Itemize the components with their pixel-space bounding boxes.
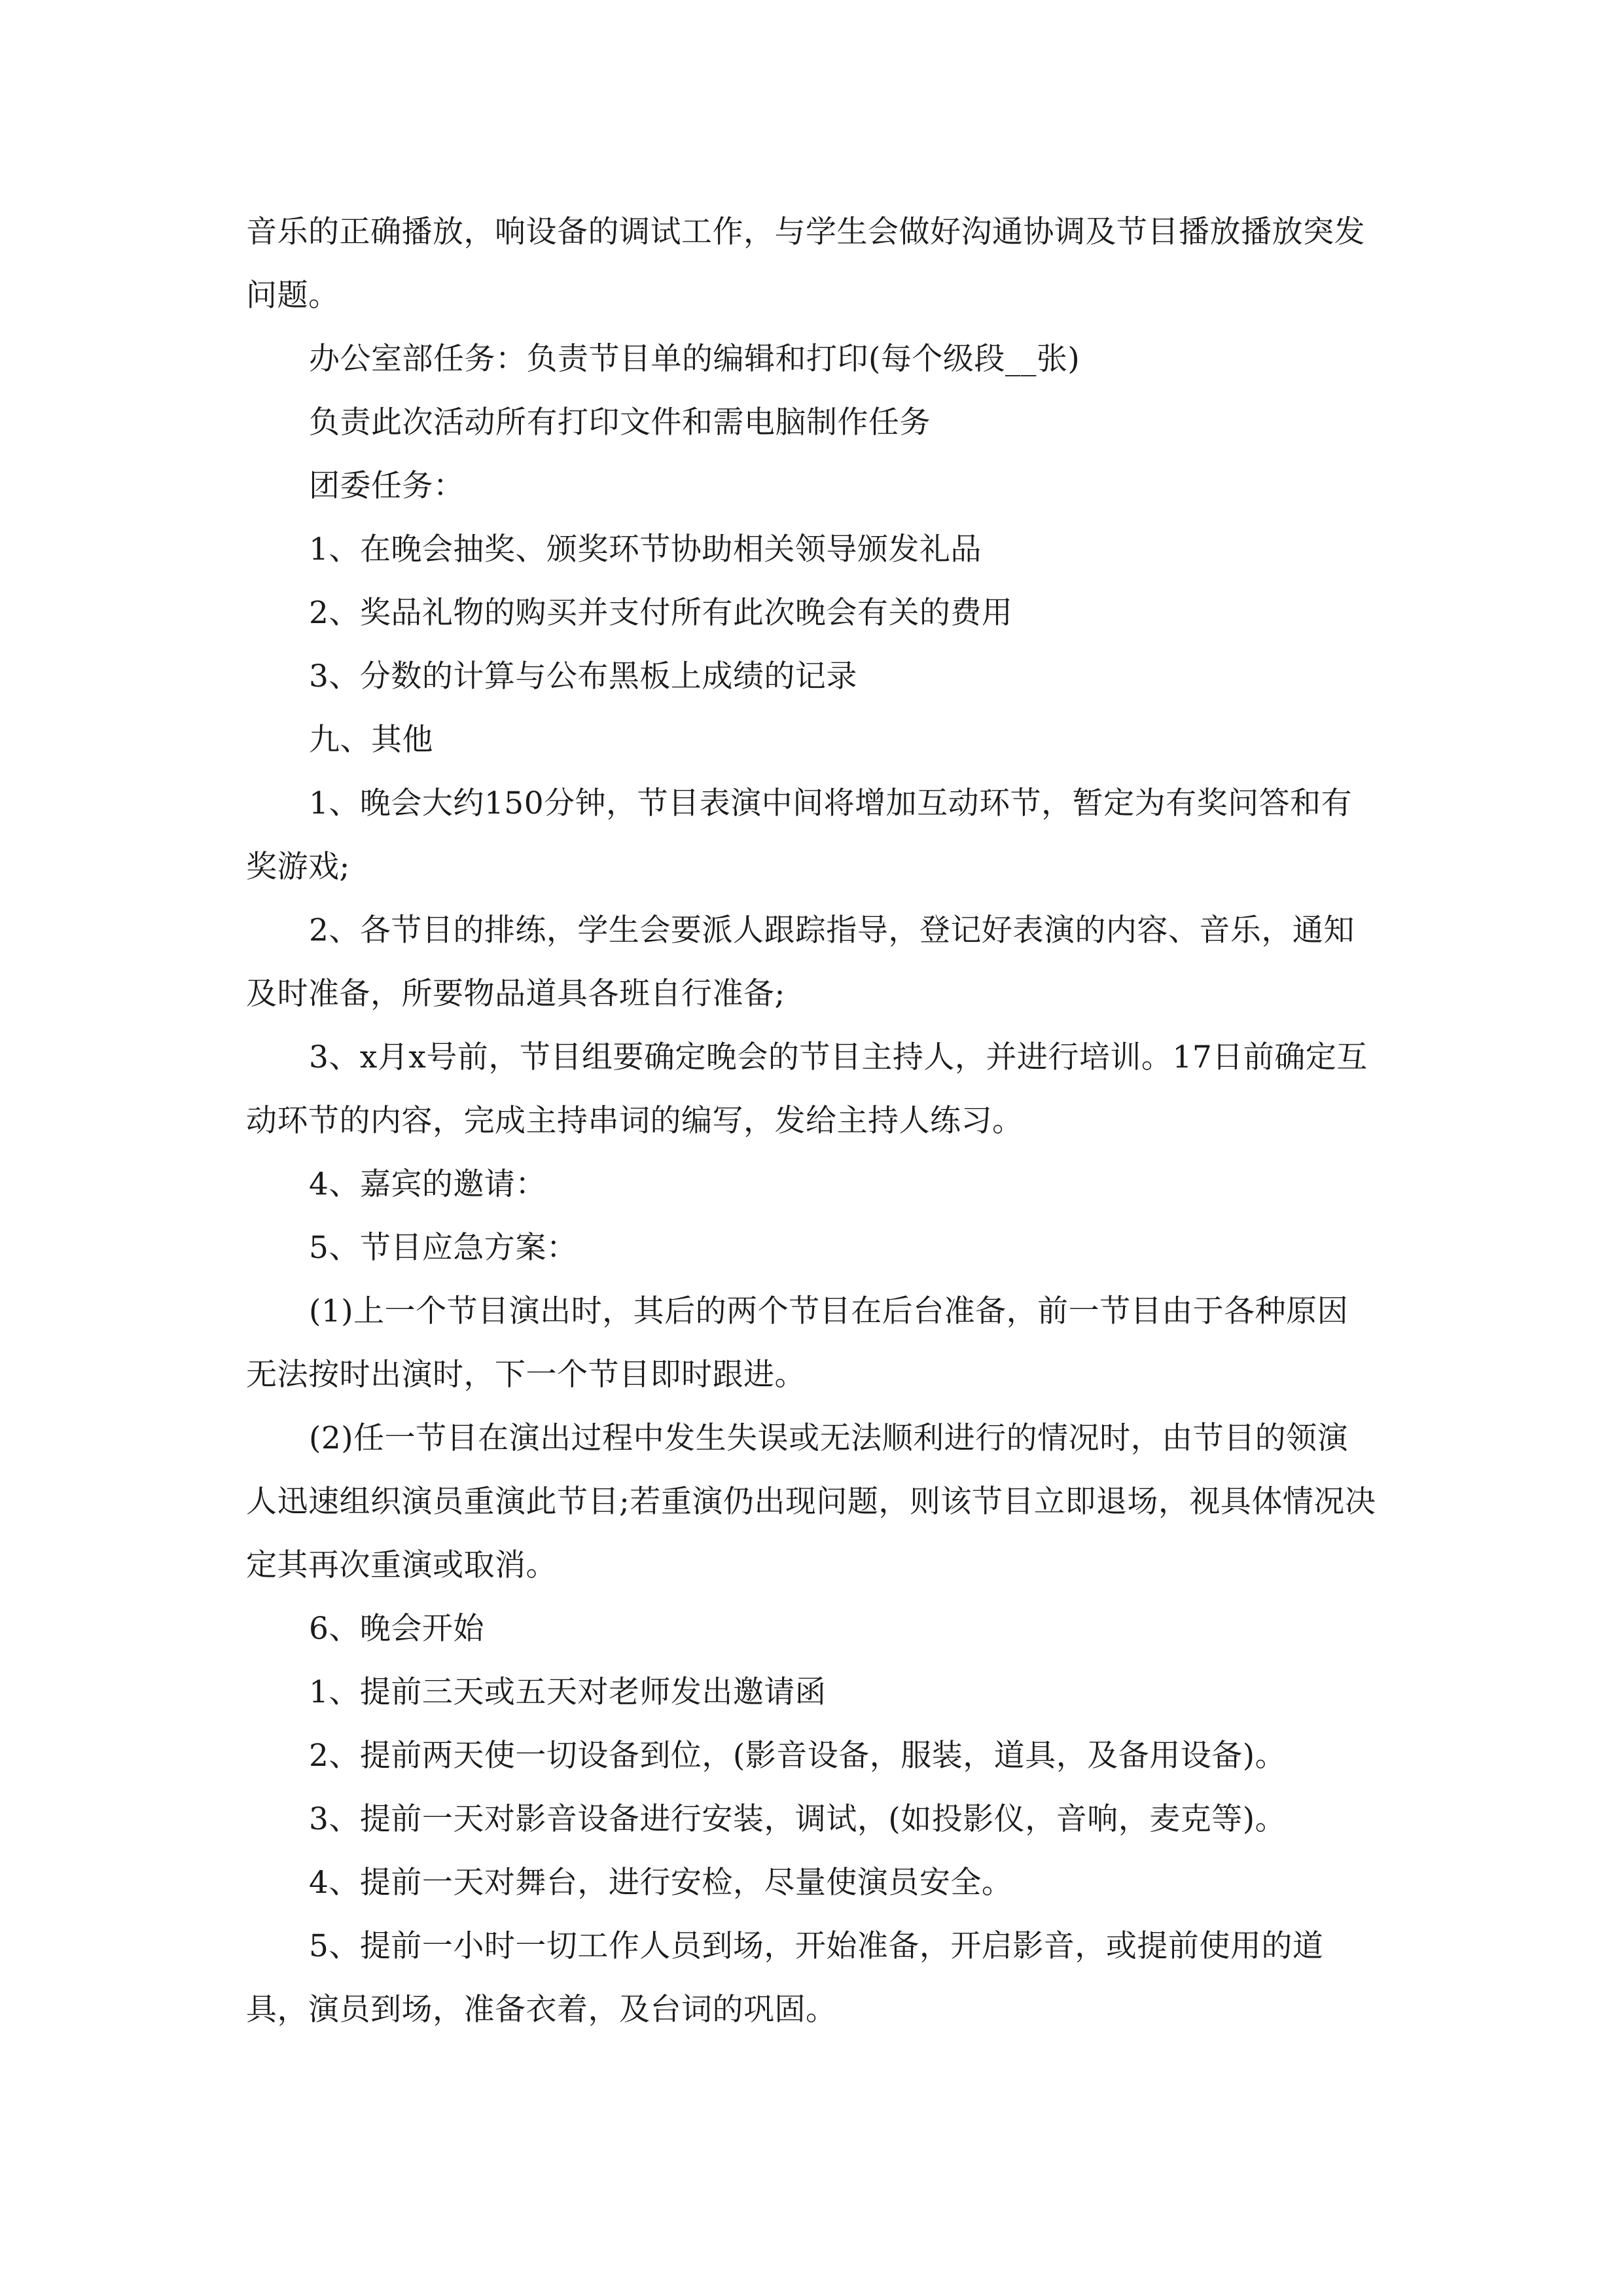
list-item: 4、提前一天对舞台，进行安检，尽量使演员安全。 (309, 1865, 1013, 1901)
sub-list-item: (1)上一个节目演出时，其后的两个节目在后台准备，前一节目由于各种原因无法按时出演时，下一个节目即时跟进。 (246, 1293, 1349, 1393)
list-item: 5、提前一小时一切工作人员到场，开始准备，开启影音，或提前使用的道具，演员到场，准备衣着，及台词的巩固。 (246, 1928, 1324, 2028)
list-item: 1、提前三天或五天对老师发出邀请函 (309, 1674, 827, 1710)
list-item: 1、晚会大约150分钟，节目表演中间将增加互动环节，暂定为有奖问答和有奖游戏; (246, 785, 1353, 885)
paragraph: 音乐的正确播放，响设备的调试工作，与学生会做好沟通协调及节目播放播放突发问题。 (246, 214, 1365, 314)
section-heading: 6、晚会开始 (309, 1611, 484, 1647)
sub-list-item: (2)任一节目在演出过程中发生失误或无法顺利进行的情况时，由节目的领演人迅速组织演员重演此节目;若重演仍出现问题，则该节目立即退场，视具体情况决定其再次重演或取消。 (246, 1420, 1376, 1583)
list-item: 3、x月x号前，节目组要确定晚会的节目主持人，并进行培训。17日前确定互动环节的内容，完成主持串词的编写，发给主持人练习。 (246, 1039, 1368, 1139)
list-item: 2、提前两天使一切设备到位，(影音设备，服装，道具，及备用设备)。 (309, 1738, 1287, 1774)
section-heading: 九、其他 (309, 722, 433, 758)
list-item: 4、嘉宾的邀请： (309, 1166, 546, 1202)
list-item: 5、节目应急方案： (309, 1230, 578, 1266)
list-item: 3、分数的计算与公布黑板上成绩的记录 (309, 658, 857, 694)
list-item: 2、奖品礼物的购买并支付所有此次晚会有关的费用 (309, 595, 1013, 631)
paragraph: 办公室部任务：负责节目单的编辑和打印(每个级段__张) (309, 341, 1080, 377)
list-item: 1、在晚会抽奖、颁奖环节协助相关领导颁发礼品 (309, 531, 982, 567)
list-item: 2、各节目的排练，学生会要派人跟踪指导，登记好表演的内容、音乐，通知及时准备，所要物品道具各班自行准备; (246, 912, 1355, 1012)
section-heading: 团委任务： (309, 468, 465, 504)
list-item: 3、提前一天对影音设备进行安装，调试，(如投影仪，音响，麦克等)。 (309, 1801, 1287, 1837)
document-page (246, 200, 1378, 2041)
paragraph: 负责此次活动所有打印文件和需电脑制作任务 (309, 404, 931, 440)
